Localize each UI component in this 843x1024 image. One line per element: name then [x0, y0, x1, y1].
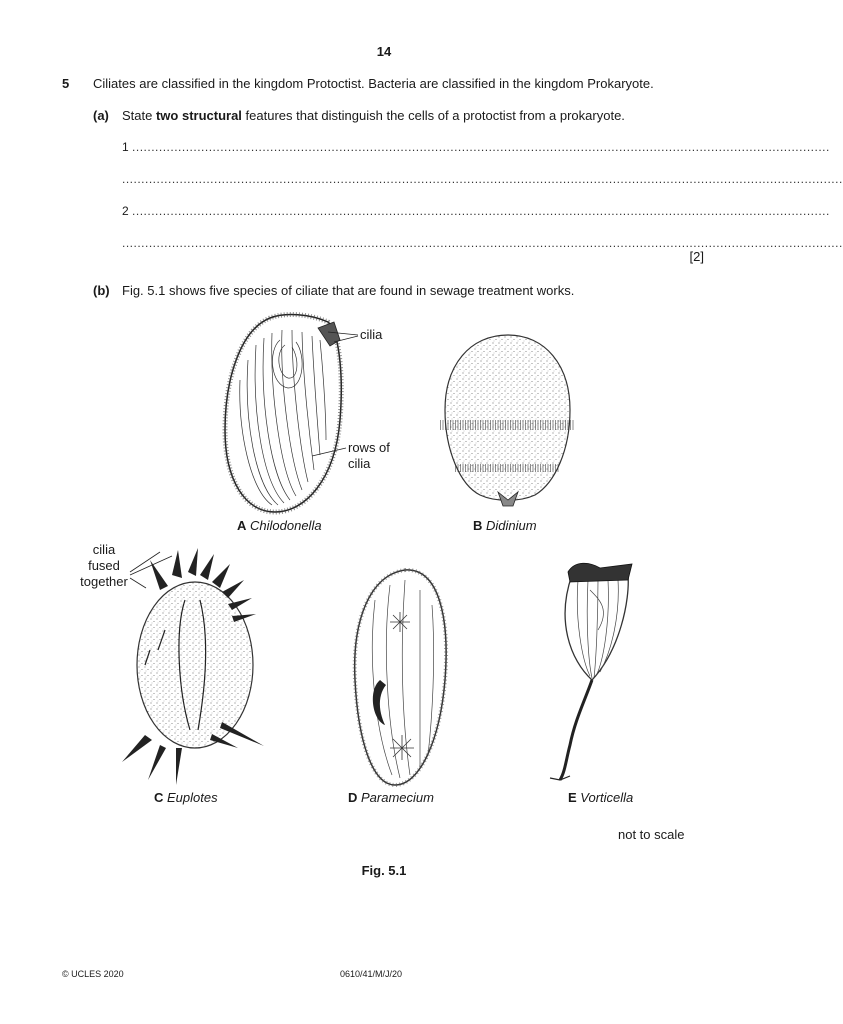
species-letter-a: A	[237, 518, 247, 533]
species-label-b	[473, 518, 537, 533]
answer-line-1b[interactable]	[122, 172, 843, 186]
page-number: 14	[376, 44, 392, 59]
species-letter-c: C	[154, 790, 164, 805]
answer-dots: ............................................................................................................................................................................................	[122, 236, 843, 250]
rows-of-cilia-line-2: cilia	[348, 456, 371, 471]
species-label-e	[568, 790, 633, 805]
species-label-c	[154, 790, 218, 805]
species-letter-d: D	[348, 790, 358, 805]
answer-dots: ......................................................................................................................................................................................	[132, 140, 830, 154]
cilia-label: cilia	[360, 327, 383, 342]
footer-copyright: © UCLES 2020	[62, 969, 124, 979]
species-label-d	[348, 790, 434, 805]
species-label-a	[237, 518, 322, 533]
euplotes-drawing	[122, 548, 264, 785]
species-name-c: Euplotes	[167, 790, 218, 805]
didinium-drawing	[440, 335, 575, 506]
cilia-fused-together-label	[76, 542, 132, 590]
part-a-label: (a)	[93, 108, 109, 123]
vorticella-drawing	[550, 563, 632, 780]
marks: [2]	[689, 249, 704, 264]
species-name-e: Vorticella	[580, 790, 634, 805]
part-a-text-after: features that distinguish the cells of a protoctist from a prokaryote.	[241, 108, 625, 123]
answer-line-1[interactable]	[122, 140, 830, 154]
species-letter-e: E	[568, 790, 577, 805]
cilia-fused-line-3: together	[80, 574, 128, 589]
question-text: Ciliates are classified in the kingdom Protoctist. Bacteria are classified in the kingdom Prokaryote.	[93, 76, 654, 91]
question-number: 5	[62, 76, 70, 91]
answer-line-2b[interactable]	[122, 236, 843, 250]
answer-dots: ............................................................................................................................................................................................	[122, 172, 843, 186]
part-a-text-bold: two structural	[155, 108, 242, 123]
paramecium-drawing	[355, 570, 446, 785]
cilia-fused-line-1: cilia	[92, 542, 116, 557]
species-name-b: Didinium	[486, 518, 537, 533]
part-a-question	[122, 108, 625, 123]
rows-of-cilia-line-1: rows of	[348, 440, 390, 455]
footer-code: 0610/41/M/J/20	[340, 969, 403, 979]
part-b-text: Fig. 5.1 shows five species of ciliate that are found in sewage treatment works.	[122, 283, 575, 298]
figure-caption: Fig. 5.1	[361, 863, 407, 878]
part-b-label: (b)	[93, 283, 110, 298]
species-letter-b: B	[473, 518, 483, 533]
chilodonella-drawing	[225, 315, 358, 512]
part-a-text-before: State	[122, 108, 156, 123]
answer-number-2: 2	[122, 204, 129, 218]
scale-note: not to scale	[618, 827, 685, 842]
answer-number-1: 1	[122, 140, 129, 154]
rows-of-cilia-label	[348, 440, 390, 472]
answer-line-2[interactable]	[122, 204, 830, 218]
cilia-fused-line-2: fused	[88, 558, 120, 573]
species-name-a: Chilodonella	[250, 518, 322, 533]
answer-dots: ......................................................................................................................................................................................	[132, 204, 830, 218]
species-name-d: Paramecium	[361, 790, 434, 805]
